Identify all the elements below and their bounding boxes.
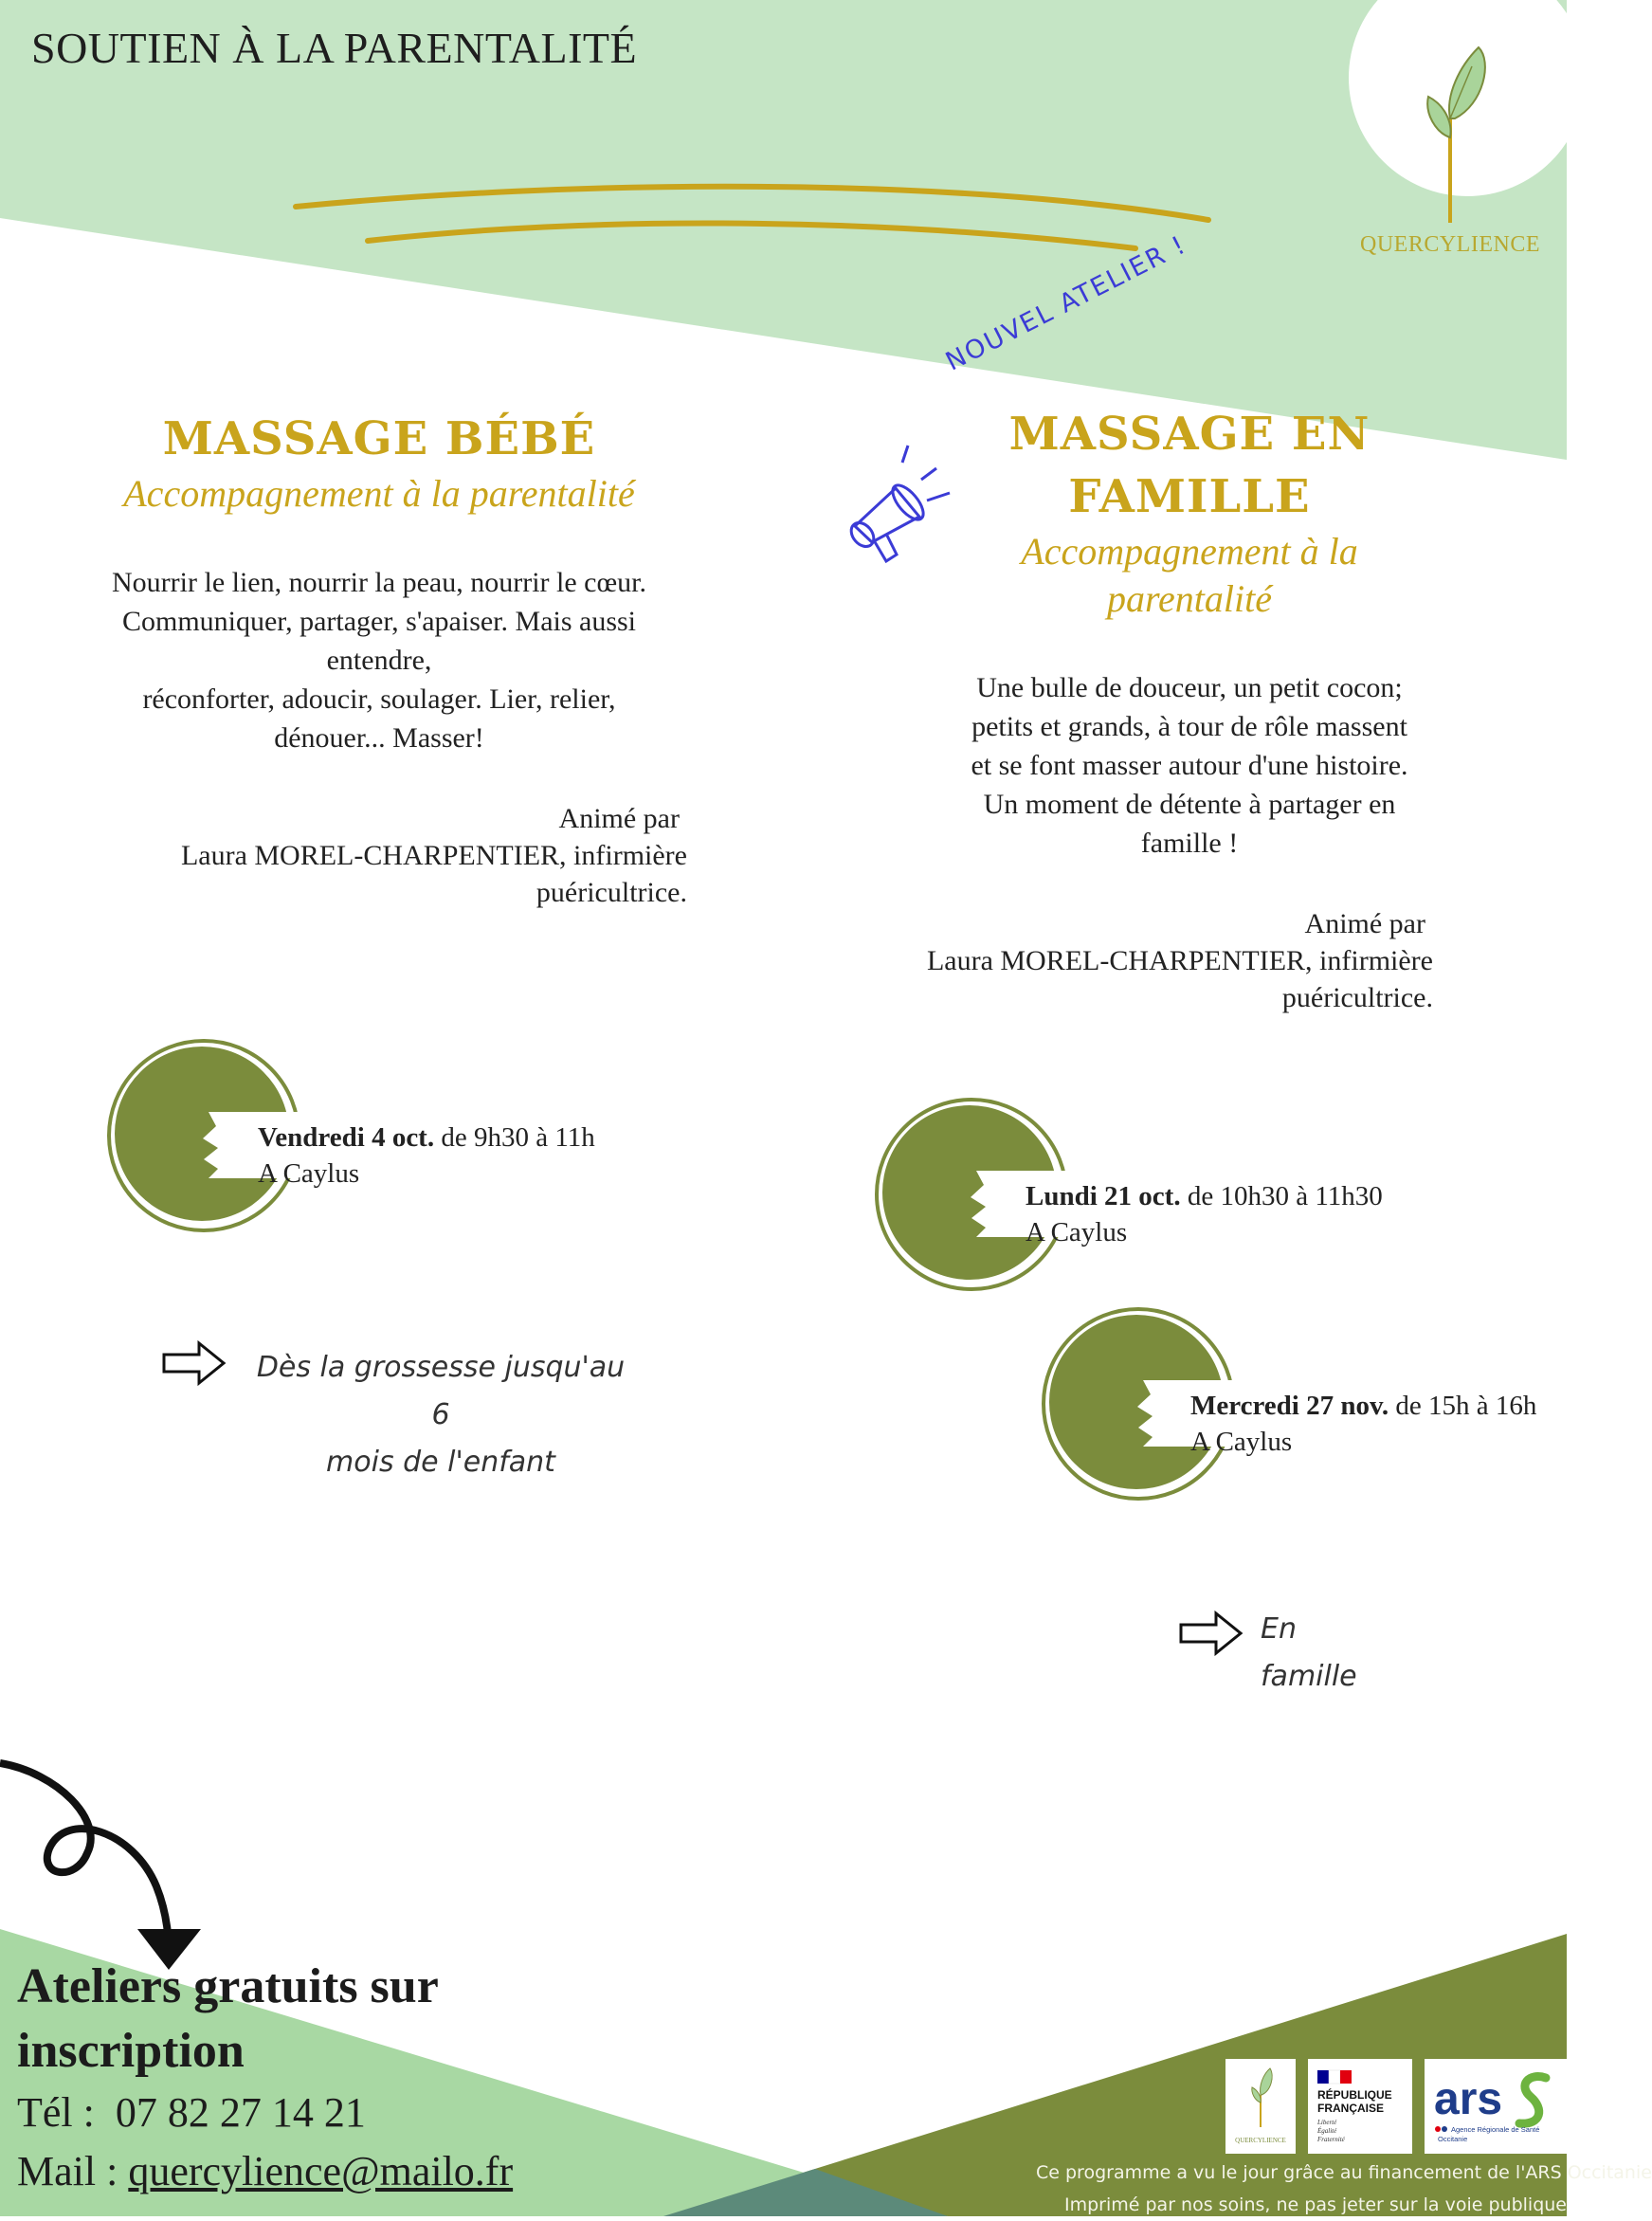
registration-headline [17,1955,513,2084]
republique-motto: Fraternité [1317,2136,1345,2143]
animated-line: puéricultrice. [1281,982,1433,1013]
arrow-right-icon [161,1339,227,1387]
title-line: MASSAGE EN [1008,408,1371,461]
tree-icon [1225,2059,1296,2154]
section-title: MASSAGE BÉBÉ [162,412,596,465]
phone-line [17,2084,513,2142]
ars-icon [1425,2059,1567,2154]
description-line: Un moment de détente à partager en [983,789,1396,820]
republique-motto: Égalité [1317,2127,1337,2135]
section-title [905,403,1474,528]
description-line: petits et grands, à tour de rôle massent [971,711,1407,742]
audience-note [251,1344,630,1486]
session-time: de 9h30 à 11h [434,1122,595,1153]
session-place: A Caylus [1026,1217,1128,1247]
description-line: Une bulle de douceur, un petit cocon; [976,672,1403,703]
session-day: Lundi 21 oct. [1026,1181,1181,1211]
new-workshop-badge: NOUVEL ATELIER ! [941,229,1192,377]
description-line: et se font masser autour d'une histoire. [971,750,1408,781]
ars-logo [1425,2059,1567,2154]
animated-line: Laura MOREL-CHARPENTIER, infirmière [180,840,687,871]
mail-line [17,2142,513,2201]
headline-line: Ateliers gratuits sur [17,1959,439,2013]
description-line: famille ! [1140,828,1239,859]
credit-line: Ce programme a vu le jour grâce au financement de l'ARS Occitanie [1036,2162,1652,2183]
session-time: de 10h30 à 11h30 [1180,1181,1383,1211]
ars-letters: ars [1434,2074,1503,2124]
headline-line: inscription [17,2024,245,2078]
funding-credits [1036,2157,1652,2221]
audience-note [1261,1606,1384,1701]
description-line: réconforter, adoucir, soulager. Lier, relier, [142,683,616,715]
description-line: dénouer... Masser! [274,722,484,754]
description-line: Nourrir le lien, nourrir la peau, nourrir le cœur. [112,567,646,598]
brand-logo [1351,38,1550,275]
animated-line: Animé par [1304,908,1425,939]
session-day: Vendredi 4 oct. [258,1122,435,1153]
quercylience-logo [1225,2059,1296,2154]
description-line: Communiquer, partager, s'apaiser. Mais aussi [121,606,637,637]
republique-motto: Liberté [1317,2119,1337,2126]
tree-icon [1351,38,1550,228]
marianne-icon [1308,2059,1412,2154]
republique-text: RÉPUBLIQUE [1317,2088,1392,2102]
animated-by [66,800,687,911]
phone-number[interactable]: 07 82 27 14 21 [115,2089,366,2136]
session-place: A Caylus [1190,1427,1293,1457]
section-description [66,563,692,757]
description-line: entendre, [326,645,432,676]
massage-bebe-section [66,408,692,911]
animated-line: Laura MOREL-CHARPENTIER, infirmière [926,945,1433,976]
subtitle-line: parentalité [1106,577,1273,620]
email-link[interactable]: quercylience@mailo.fr [128,2148,514,2194]
animated-line: puéricultrice. [536,877,687,908]
brand-name: QUERCYLIENCE [1360,232,1540,257]
animated-by [905,905,1433,1016]
audience-line: mois de l'enfant [326,1446,555,1479]
mail-label: Mail : [17,2148,118,2194]
ars-caption: Occitanie [1438,2135,1468,2143]
animated-line: Animé par [558,803,680,834]
session-time: de 15h à 16h [1389,1391,1537,1421]
quercylience-logo-text: QUERCYLIENCE [1235,2137,1286,2144]
section-description [905,668,1474,863]
session-date [258,1120,595,1192]
title-line: FAMILLE [1068,470,1311,523]
registration-info [17,1955,513,2201]
page-title: SOUTIEN À LA PARENTALITÉ [31,24,638,72]
ars-caption: Agence Régionale de Santé [1451,2125,1540,2134]
arrow-right-icon [1178,1610,1244,1657]
credit-line: Imprimé par nos soins, ne pas jeter sur la voie publique [1064,2194,1567,2215]
session-day: Mercredi 27 nov. [1190,1391,1389,1421]
phone-label: Tél : [17,2089,95,2136]
audience-line: Dès la grossesse jusqu'au 6 [256,1351,626,1431]
section-subtitle: Accompagnement à la parentalité [123,472,635,515]
republique-francaise-logo [1308,2059,1412,2154]
session-date [1026,1178,1383,1250]
audience-line: En famille [1261,1612,1357,1693]
subtitle-line: Accompagnement à la [1021,530,1358,573]
section-subtitle [905,528,1474,623]
republique-text: FRANÇAISE [1317,2102,1385,2115]
massage-famille-section [905,403,1474,1016]
session-date [1190,1388,1536,1460]
session-place: A Caylus [258,1158,360,1189]
